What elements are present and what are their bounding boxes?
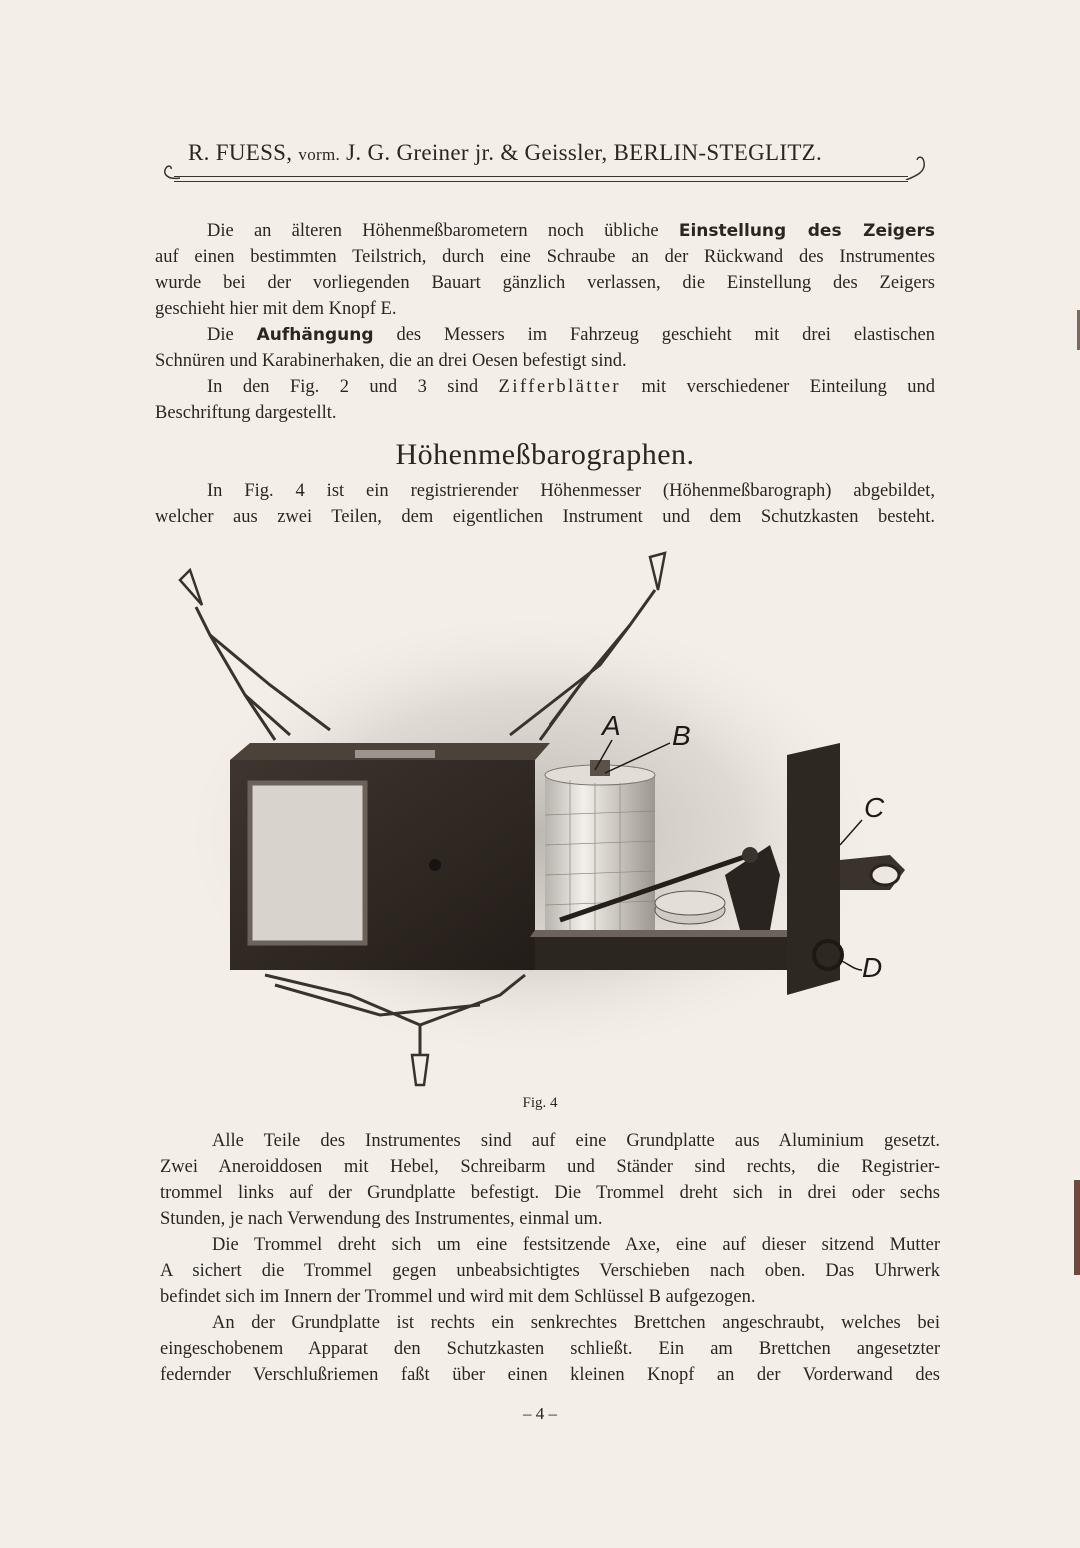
vorm-label: vorm. bbox=[298, 145, 341, 164]
text-line: geschieht hier mit dem Knopf E. bbox=[155, 299, 397, 319]
body-text bbox=[160, 1128, 940, 1388]
text-line: In Fig. 4 ist ein registrierender Höhenmesser (Höhenmeßbarograph) abgebildet, bbox=[207, 481, 935, 501]
protective-case bbox=[230, 743, 550, 970]
section-heading: Höhenmeßbarographen. bbox=[395, 438, 695, 471]
letterhead bbox=[160, 140, 930, 190]
label-b: B bbox=[672, 720, 691, 751]
text-span: mit verschiedener Einteilung und bbox=[641, 377, 936, 397]
text-line: trommel links auf der Grundplatte befestigt. Die Trommel dreht sich in drei oder sechs bbox=[160, 1183, 940, 1203]
text-line: An der Grundplatte ist rechts ein senkrechtes Brettchen angeschraubt, welches bei bbox=[212, 1313, 940, 1333]
flourish-left-icon bbox=[160, 160, 182, 182]
bold-term: Einstellung des Zeigers bbox=[678, 221, 936, 241]
company-name: R. FUESS, bbox=[188, 140, 293, 165]
spaced-term: Zifferblätter bbox=[498, 377, 622, 397]
text-line bbox=[155, 322, 935, 348]
text-line: wurde bei der vorliegenden Bauart gänzlich verlassen, die Einstellung des Zeigers bbox=[155, 273, 935, 293]
text-line: eingeschobenem Apparat den Schutzkasten schließt. Ein am Brettchen angesetzter bbox=[160, 1339, 940, 1359]
intro-text bbox=[155, 218, 935, 426]
text-line: befindet sich im Innern der Trommel und wird mit dem Schlüssel B aufgezogen. bbox=[160, 1287, 756, 1307]
text-span: Die an älteren Höhenmeßbarometern noch übliche bbox=[207, 221, 659, 241]
text-span: In den Fig. 2 und 3 sind bbox=[207, 377, 479, 397]
text-line bbox=[155, 218, 935, 244]
flourish-right-icon bbox=[904, 150, 930, 180]
text-line: Stunden, je nach Verwendung des Instrumentes, einmal um. bbox=[160, 1209, 603, 1229]
paper-edge-mark bbox=[1074, 1180, 1080, 1275]
text-line: auf einen bestimmten Teilstrich, durch eine Schraube an der Rückwand des Instrumentes bbox=[155, 247, 935, 267]
text-line: A sichert die Trommel gegen unbeabsichtigtes Verschieben nach oben. Das Uhrwerk bbox=[160, 1261, 940, 1281]
page-number: – 4 – bbox=[523, 1404, 557, 1423]
section-intro bbox=[155, 478, 935, 530]
figure-caption: Fig. 4 bbox=[522, 1095, 558, 1111]
text-line: Die Trommel dreht sich um eine festsitzende Axe, eine auf dieser sitzend Mutter bbox=[212, 1235, 940, 1255]
barograph-illustration bbox=[150, 545, 940, 1090]
text-line: welcher aus zwei Teilen, dem eigentlichen Instrument und dem Schutzkasten besteht. bbox=[155, 507, 935, 527]
text-line: Alle Teile des Instrumentes sind auf eine Grundplatte aus Aluminium gesetzt. bbox=[212, 1131, 940, 1151]
text-line: Zwei Aneroiddosen mit Hebel, Schreibarm und Ständer sind rechts, die Registrier- bbox=[160, 1157, 940, 1177]
letterhead-text bbox=[188, 140, 822, 166]
text-line: Schnüren und Karabinerhaken, die an drei Oesen befestigt sind. bbox=[155, 351, 627, 371]
text-span: Die bbox=[207, 325, 234, 345]
header-rule bbox=[174, 176, 908, 177]
bold-term: Aufhängung bbox=[256, 325, 374, 345]
label-d: D bbox=[862, 952, 883, 983]
company-rest: J. G. Greiner jr. & Geissler, BERLIN-STEGLITZ. bbox=[346, 140, 823, 165]
label-c: C bbox=[864, 792, 885, 823]
text-line: Beschriftung dargestellt. bbox=[155, 403, 337, 423]
text-line: federnder Verschlußriemen faßt über einen kleinen Knopf an der Vorderwand des bbox=[160, 1365, 940, 1385]
label-a: A bbox=[602, 710, 621, 741]
text-span: des Messers im Fahrzeug geschieht mit drei elastischen bbox=[396, 325, 935, 345]
base-plate bbox=[530, 930, 805, 970]
header-rule bbox=[174, 181, 908, 182]
text-line bbox=[155, 374, 935, 400]
